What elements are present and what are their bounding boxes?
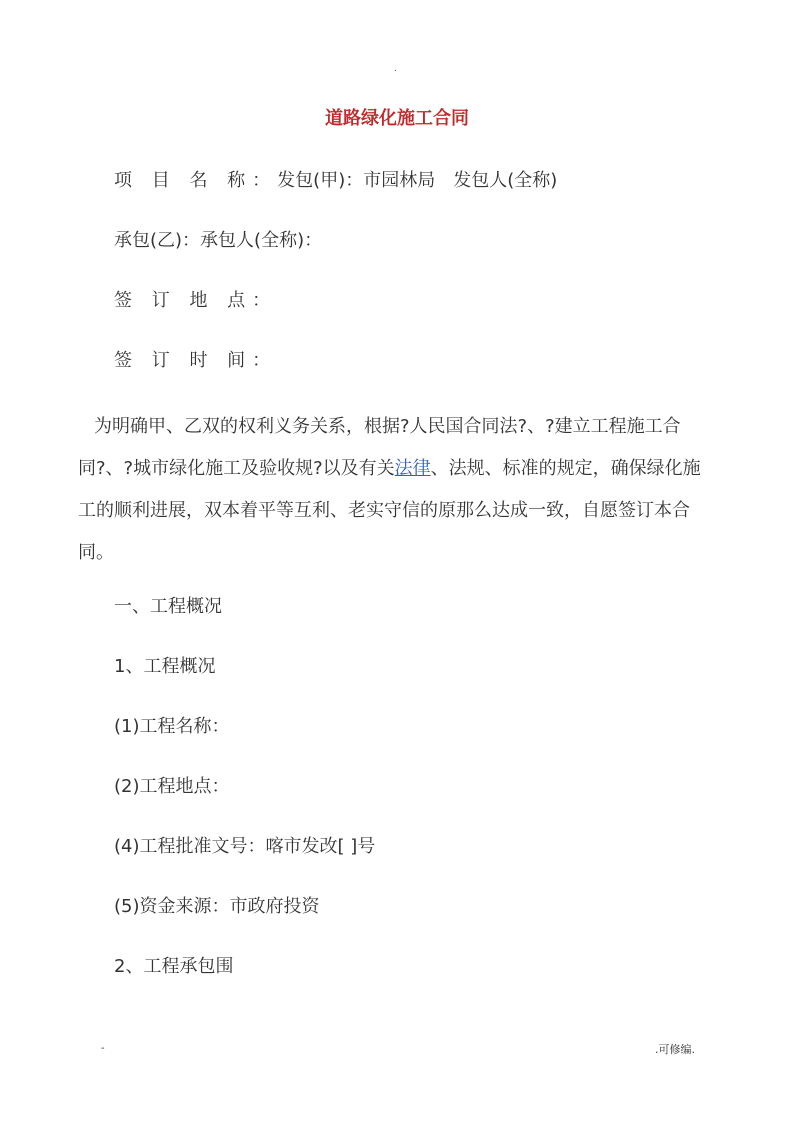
section-1-heading: 一、工程概况 (114, 596, 222, 617)
footer-right: .可修编. (655, 1043, 695, 1056)
header-mark: . (394, 64, 397, 74)
item-2: 2、工程承包围 (114, 956, 234, 977)
project-label-line (114, 168, 557, 194)
item-1: 1、工程概况 (114, 656, 216, 677)
item-1-4: (4)工程批准文号：喀市发改[ ]号 (114, 836, 376, 857)
law-link[interactable]: 法律 (394, 458, 431, 479)
contractor-a-name: 发包人(全称) (453, 170, 558, 191)
intro-paragraph (78, 406, 718, 574)
item-1-5: (5)资金来源：市政府投资 (114, 896, 320, 917)
item-1-1: (1)工程名称： (114, 716, 230, 737)
intro-part2: 、法规、标准的规定，确保绿化施工的顺利进展，双本着平等互利、老实守信的原那么达成一致，自愿签订本合同。 (78, 458, 701, 563)
document-title: 道路绿化施工合同 (325, 108, 469, 129)
footer-left: - (101, 1043, 105, 1054)
item-1-2: (2)工程地点： (114, 776, 230, 797)
sign-time: 签 订 时 间： (114, 350, 278, 371)
contractor-b: 承包(乙)：承包人(全称)： (114, 230, 323, 251)
sign-place: 签 订 地 点： (114, 290, 278, 311)
project-label: 项 目 名 称： (114, 170, 278, 191)
intro-part1: 为明确甲、乙双的权利义务关系，根据?人民国合同法?、?建立工程施工合同?、?城市绿化施工及验收规?以及有关 (78, 416, 681, 479)
contractor-a: 发包(甲)：市园林局 (277, 170, 436, 191)
